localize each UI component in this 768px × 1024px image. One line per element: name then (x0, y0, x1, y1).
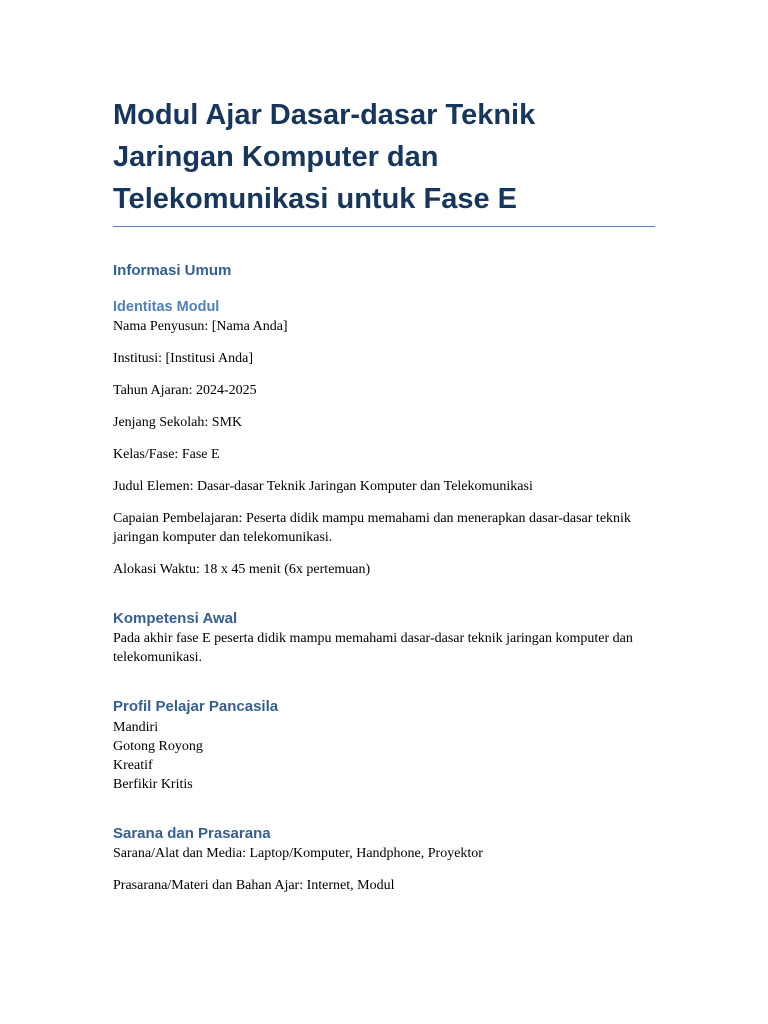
identitas-line-judul-elemen: Judul Elemen: Dasar-dasar Teknik Jaringan Komputer dan Telekomunikasi (113, 479, 533, 494)
profil-item-berfikir-kritis: Berfikir Kritis (113, 777, 193, 792)
heading-identitas-modul: Identitas Modul (113, 299, 220, 315)
identitas-line-alokasi-waktu: Alokasi Waktu: 18 x 45 menit (6x pertemuan) (113, 562, 371, 577)
heading-informasi-umum: Informasi Umum (113, 262, 232, 279)
document-title: Modul Ajar Dasar-dasar Teknik Jaringan Komputer dan Telekomunikasi untuk Fase E (113, 94, 655, 227)
profil-item-mandiri: Mandiri (113, 720, 159, 735)
identitas-line-tahun-ajaran: Tahun Ajaran: 2024-2025 (113, 383, 257, 398)
identitas-line-institusi: Institusi: [Institusi Anda] (113, 351, 253, 366)
profil-item-kreatif: Kreatif (113, 758, 153, 773)
kompetensi-text: Pada akhir fase E peserta didik mampu memahami dasar-dasar teknik jaringan komputer dan telekomunikasi. (113, 631, 633, 665)
identitas-line-penyusun: Nama Penyusun: [Nama Anda] (113, 319, 288, 334)
document-content (113, 94, 655, 908)
heading-profil-pancasila: Profil Pelajar Pancasila (113, 698, 279, 715)
sarana-line-alat-media: Sarana/Alat dan Media: Laptop/Komputer, Handphone, Proyektor (113, 846, 483, 861)
identitas-line-jenjang: Jenjang Sekolah: SMK (113, 415, 243, 430)
profil-item-gotong-royong: Gotong Royong (113, 739, 203, 754)
identitas-line-capaian: Capaian Pembelajaran: Peserta didik mampu memahami dan menerapkan dasar-dasar teknik jaringan komputer dan telekomunikasi. (113, 511, 631, 545)
heading-sarana-prasarana: Sarana dan Prasarana (113, 825, 271, 842)
sarana-line-prasarana: Prasarana/Materi dan Bahan Ajar: Internet, Modul (113, 878, 395, 893)
heading-kompetensi-awal: Kompetensi Awal (113, 610, 238, 627)
identitas-line-kelas-fase: Kelas/Fase: Fase E (113, 447, 220, 462)
profil-list (113, 718, 655, 794)
